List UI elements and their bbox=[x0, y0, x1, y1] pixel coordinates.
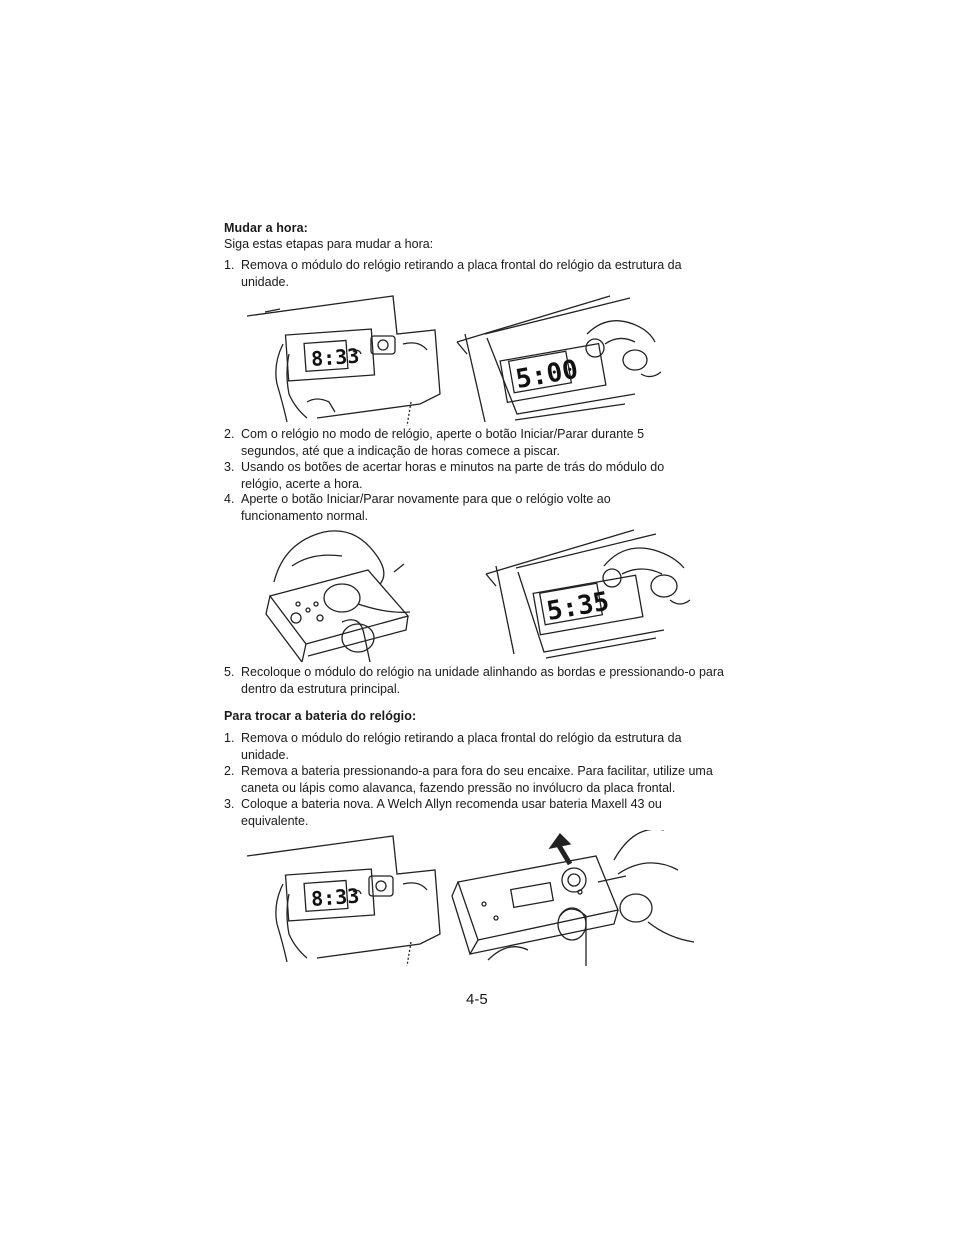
list-item bbox=[224, 796, 744, 829]
list-item-number: 2. bbox=[224, 764, 235, 778]
illustration-remove-battery bbox=[448, 830, 700, 966]
illustration-remove-clock-module bbox=[245, 294, 445, 426]
illustration-press-start-stop-500 bbox=[455, 294, 665, 426]
illustration-press-start-stop-535 bbox=[484, 526, 694, 662]
list-item-number: 2. bbox=[224, 427, 235, 441]
list-item-text: Remova o módulo do relógio retirando a placa frontal do relógio da estrutura da unidade. bbox=[241, 731, 682, 762]
clock-display-text: 8:33 bbox=[310, 343, 361, 371]
list-item-text: Recoloque o módulo do relógio na unidade alinhando as bordas e pressionando-o para dentro da estrutura principal. bbox=[241, 665, 724, 696]
page-number: 4-5 bbox=[466, 991, 488, 1008]
list-item bbox=[224, 491, 744, 524]
list-item-number: 1. bbox=[224, 731, 235, 745]
clock-display-text: 5:35 bbox=[544, 586, 612, 628]
list-item-text: Aperte o botão Iniciar/Parar novamente para que o relógio volte ao funcionamento normal. bbox=[241, 492, 611, 523]
list-item-text: Usando os botões de acertar horas e minutos na parte de trás do módulo do relógio, acerte a hora. bbox=[241, 460, 665, 491]
list-item bbox=[224, 763, 744, 796]
list-item bbox=[224, 459, 744, 492]
list-item bbox=[224, 664, 744, 697]
list-item bbox=[224, 730, 744, 763]
list-item-text: Com o relógio no modo de relógio, aperte o botão Iniciar/Parar durante 5 segundos, até que a indicação de horas comece a piscar. bbox=[241, 427, 645, 458]
illustration-set-time-buttons bbox=[258, 526, 418, 662]
list-item-number: 3. bbox=[224, 460, 235, 474]
list-item-number: 4. bbox=[224, 492, 235, 506]
list-item-text: Remova a bateria pressionando-a para fora do seu encaixe. Para facilitar, utilize uma caneta ou lápis como alavanca, fazendo pressão no invólucro da placa frontal. bbox=[241, 764, 713, 795]
list-item-text: Coloque a bateria nova. A Welch Allyn recomenda usar bateria Maxell 43 ou equivalente. bbox=[241, 797, 662, 828]
clock-display-text: 8:33 bbox=[310, 883, 361, 911]
list-item bbox=[224, 257, 744, 290]
illustration-remove-clock-module-battery bbox=[245, 834, 445, 966]
list-item bbox=[224, 426, 744, 459]
section-intro: Siga estas etapas para mudar a hora: bbox=[224, 237, 434, 251]
section-heading-change-battery: Para trocar a bateria do relógio: bbox=[224, 709, 417, 723]
list-item-number: 3. bbox=[224, 797, 235, 811]
clock-display-text: 5:00 bbox=[513, 354, 581, 396]
list-item-text: Remova o módulo do relógio retirando a placa frontal do relógio da estrutura da unidade. bbox=[241, 258, 682, 289]
list-item-number: 1. bbox=[224, 258, 235, 272]
list-item-number: 5. bbox=[224, 665, 235, 679]
section-heading-change-time: Mudar a hora: bbox=[224, 221, 308, 235]
